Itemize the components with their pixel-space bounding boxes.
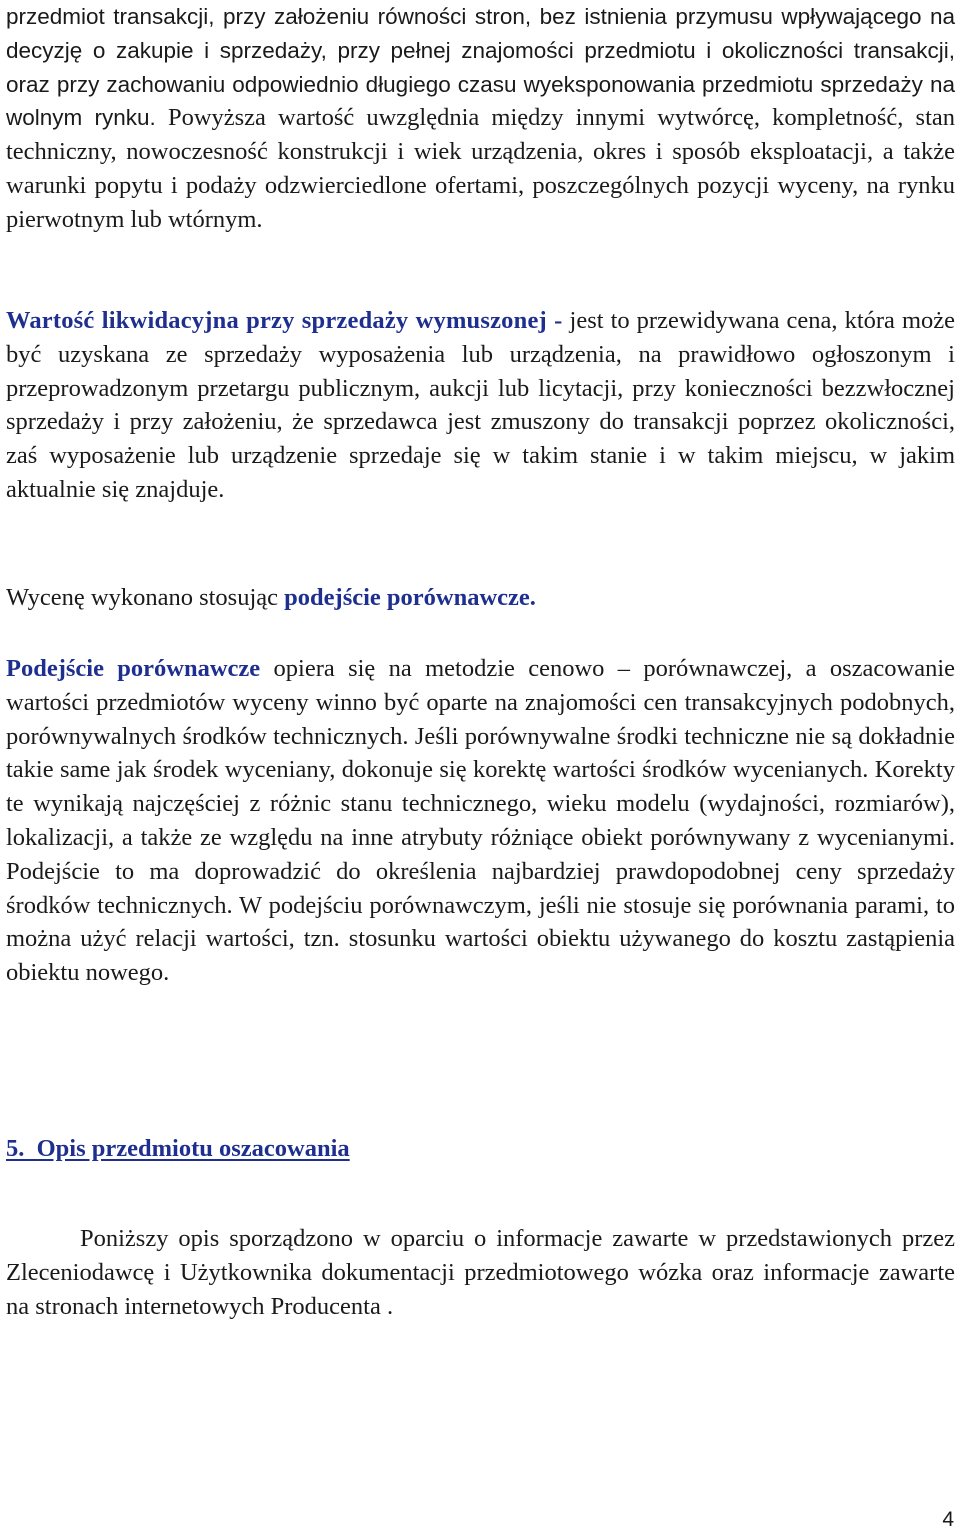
valuation-definition-paragraph (6, 0, 955, 237)
description-paragraph: Poniższy opis sporządzono w oparciu o informacje zawarte w przedstawionych przez Zleceniodawcę i Użytkownika dokumentacji przedmiotowego wózka oraz informacje zawarte na stronach internetowych Producenta . (6, 1225, 955, 1320)
page-number: 4 (942, 1508, 954, 1531)
liquidation-value-term: Wartość likwidacyjna przy sprzedaży wymuszonej - (6, 307, 563, 334)
comparative-approach-term: Podejście porównawcze (6, 655, 261, 682)
liquidation-value-text: jest to przewidywana cena, która może być uzyskana ze sprzedaży wyposażenia lub urządzenia, na prawidłowo ogłoszonym i przeprowadzonym przetargu publicznym, aukcji lub licytacji, przy konieczności bezzwłocznej sprzedaży i przy założeniu, że sprzedawca jest zmuszony do transakcji poprzez okoliczności, zaś wyposażenie lub urządzenie sprzedaje się w takim stanie i w takim miejscu, w jakim aktualnie się znajduje. (6, 307, 955, 503)
comparative-approach-text: opiera się na metodzie cenowo – porównawczej, a oszacowanie wartości przedmiotów wyceny winno być oparte na znajomości cen transakcyjnych podobnych, porównywalnych środków technicznych. Jeśli porównywalne środki techniczne nie są dokładnie takie same jak środek wyceniany, dokonuje się korektę wartości środków wycenianych. Korekty te wynikają najczęściej z różnic stanu technicznego, wieku modelu (wydajności, rozmiarów), lokalizacji, a także ze względu na inne atrybuty różniące obiekt porównywany z wycenianymi. Podejście to ma doprowadzić do określenia najbardziej prawdopodobnej ceny sprzedaży środków technicznych. W podejściu porównawczym, jeśli nie stosuje się porównania parami, to można użyć relacji wartości, tzn. stosunku wartości obiektu używanego do kosztu zastąpienia obiektu nowego. (6, 655, 955, 987)
method-statement (6, 581, 955, 615)
section-heading: 5. Opis przedmiotu oszacowania (6, 1135, 350, 1162)
method-statement-term: podejście porównawcze. (284, 584, 536, 611)
comparative-approach-paragraph (6, 652, 955, 990)
liquidation-value-paragraph (6, 304, 955, 507)
market-value-scope: Powyższa wartość uwzględnia między innymi wytwórcę, kompletność, stan techniczny, nowoczesność konstrukcji i wiek urządzenia, okres i sposób eksploatacji, a także warunki popytu i podaży odzwierciedlone ofertami, poszczególnych pozycji wyceny, na rynku pierwotnym lub wtórnym. (6, 104, 955, 233)
method-statement-text: Wycenę wykonano stosując (6, 584, 279, 611)
market-value-continuation: przedmiot transakcji, przy założeniu równości stron, bez istnienia przymusu wpływającego na decyzję o zakupie i sprzedaży, przy pełnej znajomości przedmiotu i okoliczności transakcji, oraz przy zachowaniu odpowiednio długiego czasu wyeksponowania przedmiotu sprzedaży na wolnym rynku. (6, 4, 955, 131)
